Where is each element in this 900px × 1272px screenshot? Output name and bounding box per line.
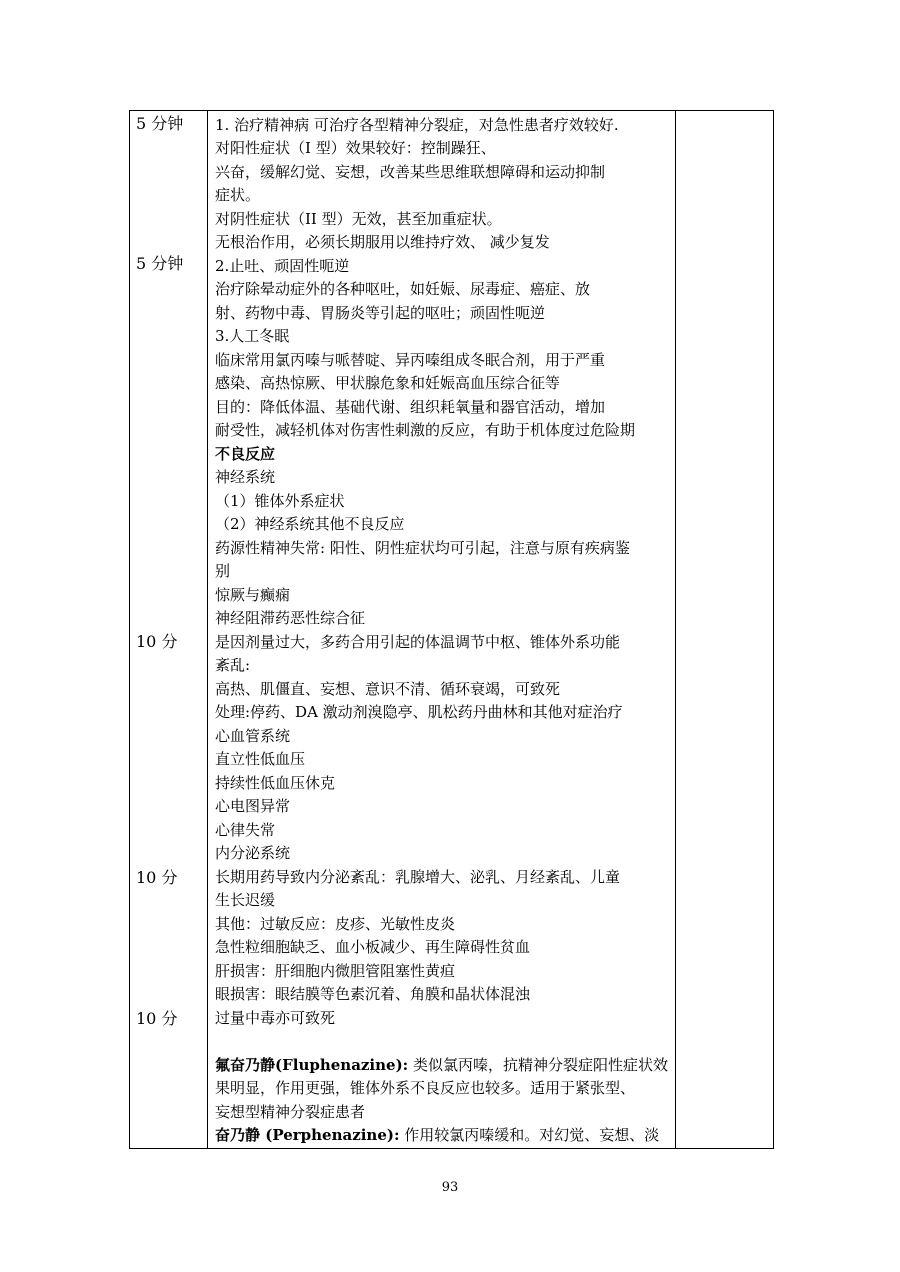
text-line: 心律失常: [215, 821, 276, 839]
text-line: 对阴性症状（II 型）无效，甚至加重症状。: [215, 210, 502, 228]
text-line: 急性粒细胞缺乏、血小板减少、再生障碍性贫血: [215, 938, 531, 956]
text-line: 过量中毒亦可致死: [215, 1009, 336, 1027]
text-line: 目的：降低体温、基础代谢、组织耗氧量和器官活动，增加: [215, 398, 606, 416]
text-line: 紊乱:: [215, 656, 251, 674]
drug-perphenazine: [215, 1125, 659, 1145]
text-line: 果明显，作用更强，锥体外系不良反应也较多。适用于紧张型、: [215, 1079, 636, 1097]
time-label: 5 分钟: [136, 114, 184, 133]
drug-description: 作用较氯丙嗪缓和。对幻觉、妄想、淡: [399, 1126, 660, 1144]
column-divider: [207, 111, 208, 1148]
text-line: 临床常用氯丙嗪与哌替啶、异丙嗪组成冬眠合剂，用于严重: [215, 351, 606, 369]
drug-description: 类似氯丙嗪，抗精神分裂症阳性症状效: [408, 1056, 668, 1074]
text-line: 3.人工冬眠: [215, 327, 290, 345]
text-line: 对阳性症状（I 型）效果较好：控制躁狂、: [215, 139, 496, 157]
text-line: 心电图异常: [215, 797, 291, 815]
text-line: 神经系统: [215, 468, 276, 486]
text-line: 2.止吐、顽固性呃逆: [215, 257, 350, 275]
time-label: 5 分钟: [136, 254, 184, 273]
text-line: 感染、高热惊厥、甲状腺危象和妊娠高血压综合征等: [215, 374, 561, 392]
page-number: 93: [441, 1180, 459, 1195]
text-line: 神经阻滞药恶性综合征: [215, 609, 366, 627]
text-line: （2）神经系统其他不良反应: [215, 515, 405, 533]
text-line: 内分泌系统: [215, 844, 291, 862]
text-line: 心血管系统: [215, 727, 291, 745]
content-table: [129, 110, 774, 1149]
text-line: 1. 治疗精神病 可治疗各型精神分裂症，对急性患者疗效较好.: [215, 116, 619, 134]
text-line: 是因剂量过大，多药合用引起的体温调节中枢、锥体外系功能: [215, 633, 621, 651]
column-divider: [675, 111, 676, 1148]
drug-name: 氟奋乃静(Fluphenazine):: [215, 1056, 409, 1074]
text-line: 惊厥与癫痫: [215, 586, 291, 604]
text-line: 耐受性，减轻机体对伤害性刺激的反应，有助于机体度过危险期: [215, 421, 636, 439]
section-heading: 不良反应: [215, 445, 276, 463]
text-line: 肝损害：肝细胞内微胆管阻塞性黄疸: [215, 962, 456, 980]
text-line: 其他：过敏反应：皮疹、光敏性皮炎: [215, 915, 456, 933]
text-line: 长期用药导致内分泌紊乱：乳腺增大、泌乳、月经紊乱、儿童: [215, 868, 621, 886]
time-label: 10 分: [136, 632, 178, 651]
text-line: 生长迟缓: [215, 891, 276, 909]
text-line: （1）锥体外系症状: [215, 492, 345, 510]
time-label: 10 分: [136, 868, 178, 887]
time-label: 10 分: [136, 1009, 178, 1028]
text-line: 高热、肌僵直、妄想、意识不清、循环衰竭，可致死: [215, 680, 561, 698]
drug-name: 奋乃静 (Perphenazine):: [215, 1126, 400, 1144]
text-line: 症状。: [215, 186, 261, 204]
text-line: 别: [215, 562, 231, 580]
text-line: 直立性低血压: [215, 750, 306, 768]
text-line: 兴奋，缓解幻觉、妄想，改善某些思维联想障碍和运动抑制: [215, 163, 606, 181]
text-line: 处理:停药、DA 激动剂溴隐亭、肌松药丹曲林和其他对症治疗: [215, 703, 623, 721]
text-line: 药源性精神失常: 阳性、阴性症状均可引起，注意与原有疾病鉴: [215, 539, 630, 557]
text-line: 治疗除晕动症外的各种呕吐，如妊娠、尿毒症、癌症、放: [215, 280, 591, 298]
text-line: 眼损害：眼结膜等色素沉着、角膜和晶状体混浊: [215, 985, 531, 1003]
text-line: 持续性低血压休克: [215, 774, 336, 792]
text-line: 射、药物中毒、胃肠炎等引起的呕吐；顽固性呃逆: [215, 304, 546, 322]
text-line: 妄想型精神分裂症患者: [215, 1103, 366, 1121]
text-line: 无根治作用，必须长期服用以维持疗效、 减少复发: [215, 233, 550, 251]
drug-fluphenazine: [215, 1055, 668, 1075]
